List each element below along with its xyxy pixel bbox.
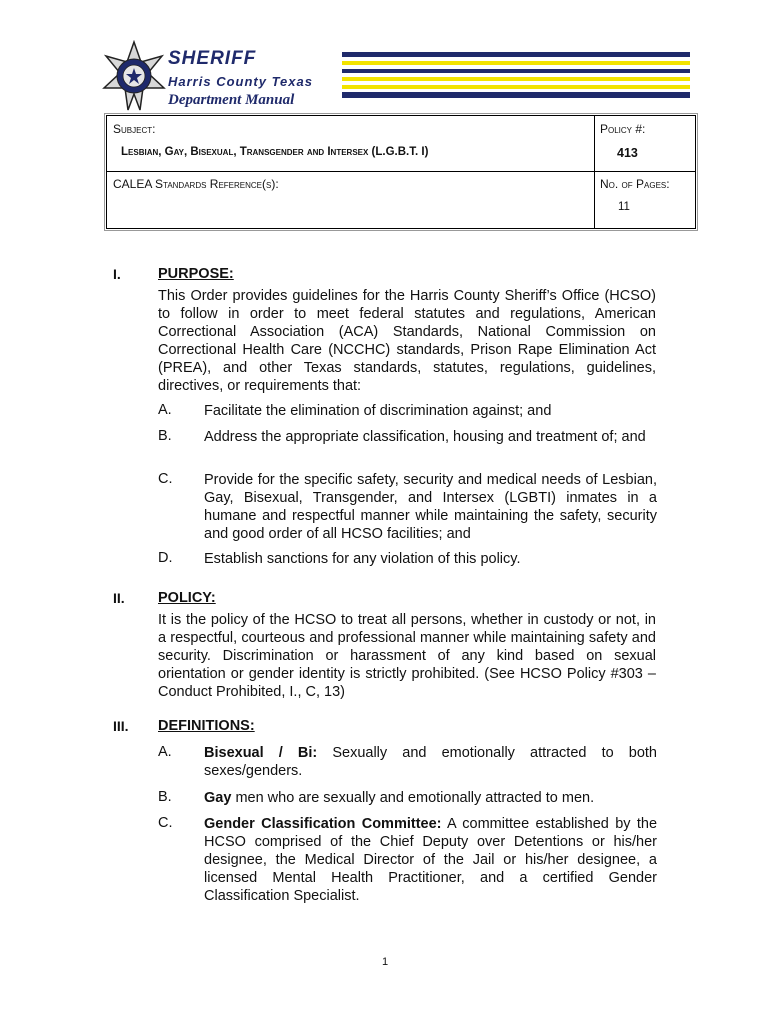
document-header: [98, 40, 698, 110]
pages-value: 11: [618, 201, 630, 213]
definition-term: Gender Classification Committee:: [204, 816, 442, 832]
section-heading-definitions: DEFINITIONS:: [158, 718, 255, 734]
purpose-paragraph: This Order provides guidelines for the Harris County Sheriff’s Office (HCSO) to follow in order to meet federal statutes and regulations, American Correctional Association (ACA) Standards, National Commission on Correctional Health Care (NCCHC) standards, Prison Rape Elimination Act (PREA), and other Texas standards, statutes, regulations, guidelines, directives, or requirements that:: [158, 288, 656, 394]
definition-text: A committee established by the HCSO comprised of the Chief Deputy over Detentions or his/her designee, the Medical Director of the Jail or his/her designee, a licensed Mental Health Practitioner, and a certified Gender Classification Specialist.: [204, 816, 658, 904]
purpose-item-letter: A.: [158, 402, 172, 418]
definition-item: [204, 744, 657, 780]
subject-value: Lesbian, Gay, Bisexual, Transgender and Intersex (L.G.B.T. I): [121, 146, 429, 158]
definition-letter: C.: [158, 815, 173, 831]
policy-number-value: 413: [617, 146, 638, 160]
definition-text: men who are sexually and emotionally attracted to men.: [231, 790, 595, 806]
county-title: Harris County Texas: [168, 74, 313, 89]
definition-item: [204, 789, 657, 807]
agency-title: SHERIFF: [168, 48, 257, 69]
pages-label: No. of Pages:: [600, 177, 670, 191]
definition-term: Gay: [204, 790, 232, 806]
header-stripes: [342, 52, 690, 98]
purpose-item-letter: B.: [158, 428, 172, 444]
definition-text: Sexually and emotionally attracted to both sexes/genders.: [204, 745, 657, 779]
sheriff-star-badge-icon: [98, 40, 170, 112]
section-number-definitions: III.: [113, 718, 129, 734]
section-number-policy: II.: [113, 590, 125, 606]
purpose-item-text: Establish sanctions for any violation of this policy.: [204, 551, 521, 567]
definition-item: [204, 815, 657, 905]
purpose-item-text: Provide for the specific safety, security and medical needs of Lesbian, Gay, Bisexual, Transgender, and Intersex (LGBTI) inmates in a humane and respectful manner while maintaining the safety, security and good order of all HCSO facilities; and: [204, 472, 657, 542]
definition-letter: B.: [158, 789, 172, 805]
policy-info-table: [106, 115, 696, 229]
definition-letter: A.: [158, 744, 172, 760]
section-heading-policy: POLICY:: [158, 590, 216, 606]
policy-number-label: Policy #:: [600, 122, 646, 136]
purpose-item-letter: D.: [158, 550, 173, 566]
purpose-item-text: Address the appropriate classification, housing and treatment of; and: [204, 429, 646, 445]
purpose-item-text: Facilitate the elimination of discrimination against; and: [204, 403, 552, 419]
calea-label: CALEA Standards Reference(s):: [113, 177, 279, 191]
manual-title: Department Manual: [168, 92, 295, 108]
policy-paragraph: It is the policy of the HCSO to treat all persons, whether in custody or not, in a respectful, courteous and professional manner while maintaining safety and security. Discrimination or harassment of any kind based on sexual orientation or gender identity is strictly prohibited. (See HCSO Policy #303 – Conduct Prohibited, I., C, 13): [158, 612, 656, 700]
subject-label: Subject:: [113, 122, 156, 136]
page-number: 1: [381, 956, 389, 968]
section-heading-purpose: PURPOSE:: [158, 266, 234, 282]
definition-term: Bisexual / Bi:: [204, 745, 318, 761]
section-number-purpose: I.: [113, 266, 121, 282]
purpose-item-letter: C.: [158, 471, 173, 487]
